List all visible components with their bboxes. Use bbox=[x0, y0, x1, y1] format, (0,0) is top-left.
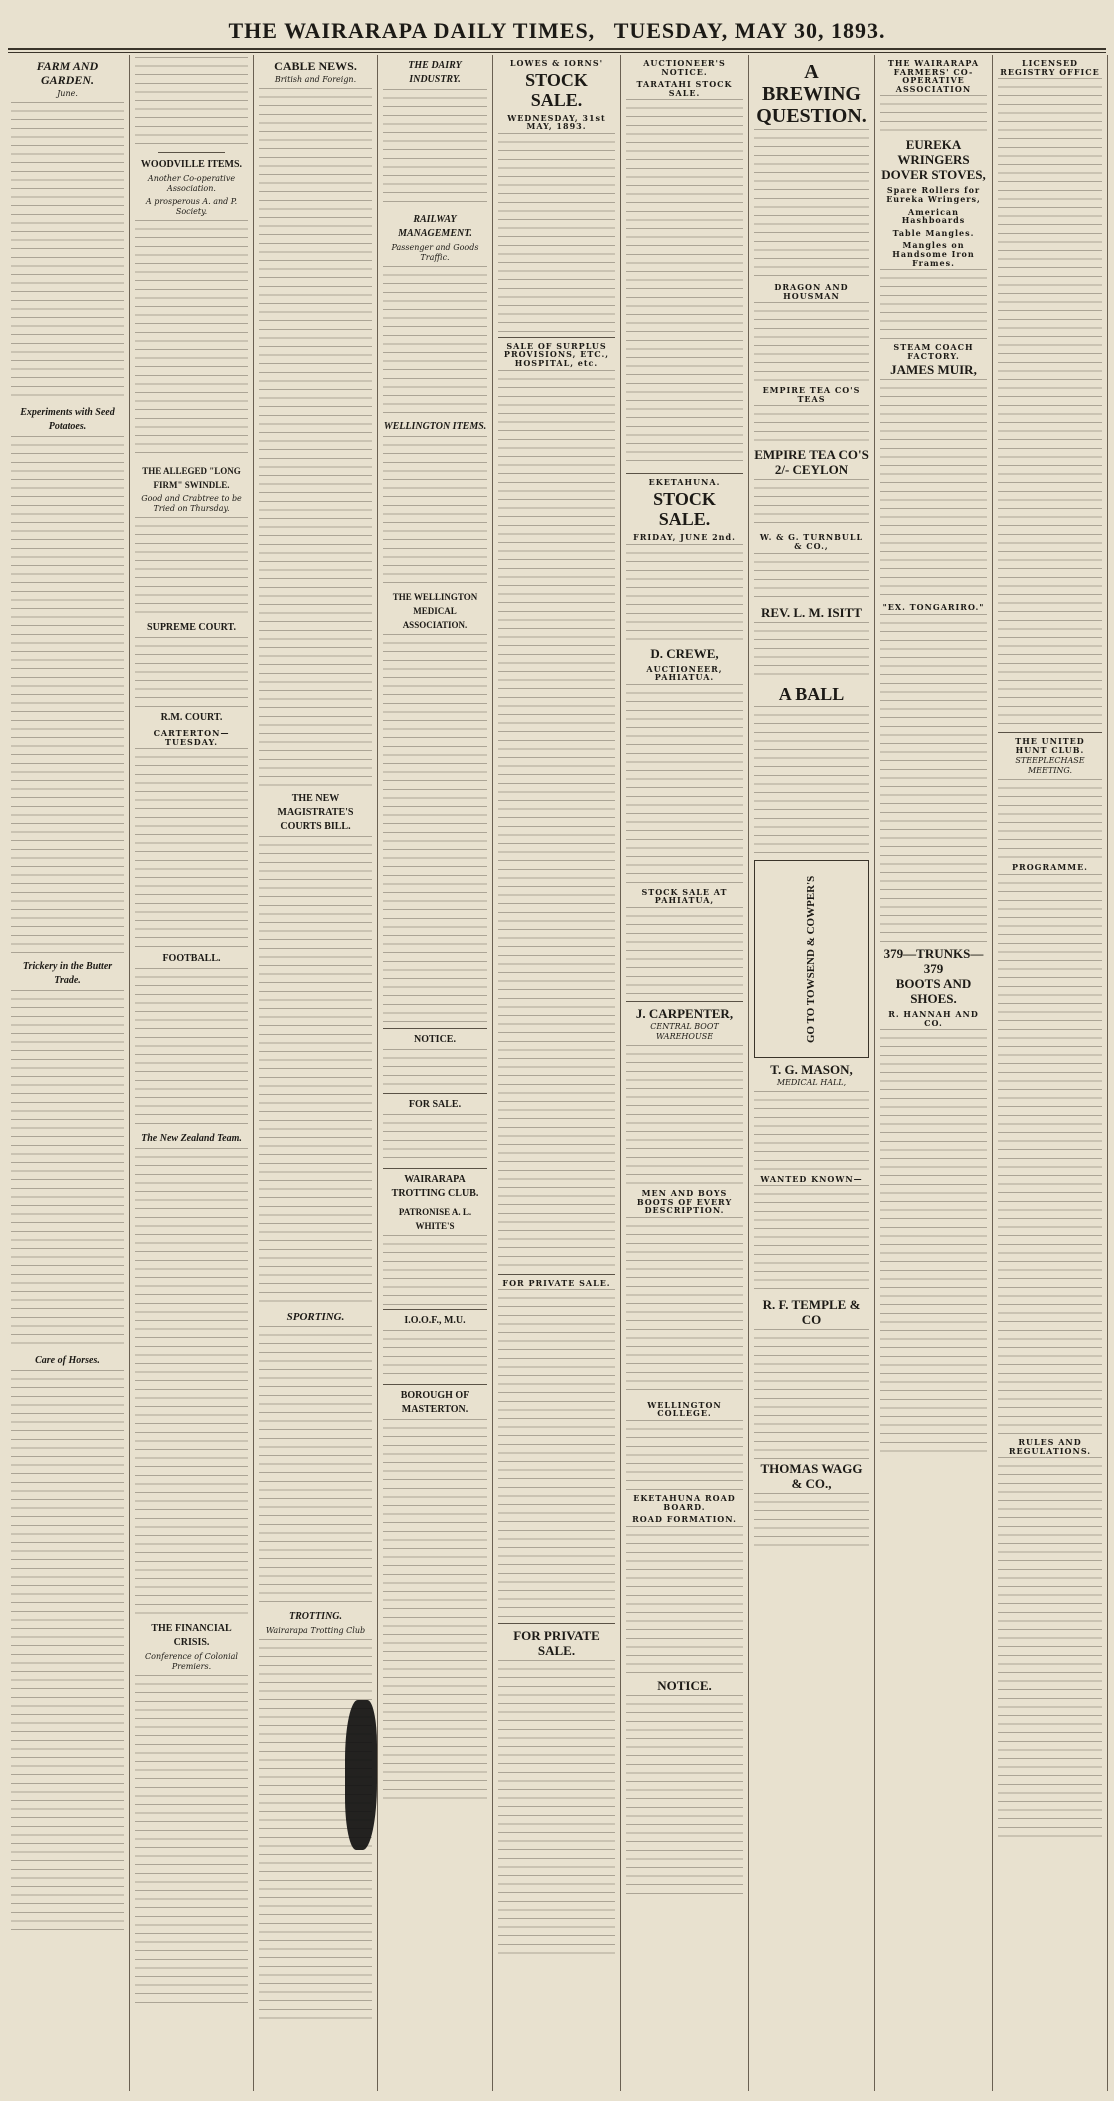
heading-supreme-court: SUPREME COURT. bbox=[147, 622, 236, 633]
heading-notice: NOTICE. bbox=[414, 1034, 456, 1045]
heading-trunks: 379—TRUNKS—379 bbox=[883, 945, 984, 976]
heading-boots-shoes: BOOTS AND SHOES. bbox=[895, 975, 972, 1006]
heading-oddfellows: I.O.O.F., M.U. bbox=[404, 1315, 466, 1326]
advertisement-text bbox=[754, 622, 869, 682]
heading-stock-sale-2: STOCK SALE. bbox=[653, 488, 716, 529]
heading-eureka: EUREKA WRINGERS bbox=[897, 137, 970, 168]
heading-james-muir: JAMES MUIR, bbox=[890, 362, 977, 378]
advertisement-text bbox=[880, 614, 987, 944]
masthead-title bbox=[223, 0, 892, 44]
heading-wellington-college: WELLINGTON COLLEGE. bbox=[647, 1399, 722, 1419]
masthead-rule bbox=[8, 48, 1106, 50]
divider bbox=[998, 732, 1102, 733]
heading-dover: DOVER STOVES, bbox=[881, 167, 986, 183]
heading-tongariro: "EX. TONGARIRO." bbox=[882, 602, 985, 613]
heading-taratahi: TARATAHI STOCK SALE. bbox=[636, 79, 733, 98]
heading-hannah: R. HANNAH AND CO. bbox=[888, 1008, 979, 1028]
article-text bbox=[383, 1114, 487, 1164]
divider bbox=[383, 1028, 487, 1029]
divider bbox=[626, 473, 743, 474]
advertisement-text bbox=[998, 1457, 1102, 1837]
masthead bbox=[0, 0, 1114, 52]
subheading-traffic: Passenger and Goods Traffic. bbox=[391, 243, 479, 262]
advertisement-text bbox=[880, 1029, 987, 1459]
divider bbox=[626, 1001, 743, 1002]
column-2 bbox=[130, 55, 254, 2091]
article-text bbox=[259, 88, 372, 788]
advertisement-text bbox=[754, 129, 869, 279]
advertisement-text bbox=[880, 269, 987, 339]
paper-date: TUESDAY, MAY 30, 1893. bbox=[613, 18, 886, 43]
heading-long-firm: THE ALLEGED "LONG FIRM" SWINDLE. bbox=[142, 466, 241, 490]
advertisement-text bbox=[754, 405, 869, 445]
heading-mangles: Table Mangles. bbox=[892, 227, 975, 238]
heading-road-board: EKETAHUNA ROAD BOARD. bbox=[633, 1492, 736, 1512]
article-text bbox=[11, 1370, 124, 1930]
heading-railway: RAILWAY MANAGEMENT. bbox=[398, 214, 472, 239]
subheading-june: June. bbox=[57, 89, 78, 98]
article-text bbox=[259, 836, 372, 1306]
divider bbox=[498, 1623, 615, 1624]
heading-farmers-coop: THE WAIRARAPA FARMERS' CO-OPERATIVE ASSOCIATION bbox=[887, 58, 980, 94]
advertisement-text bbox=[998, 779, 1102, 859]
heading-pahiatua-sale: STOCK SALE AT PAHIATUA, bbox=[641, 886, 728, 906]
heading-isitt: REV. L. M. ISITT bbox=[761, 604, 862, 620]
advertisement-text bbox=[754, 553, 869, 603]
advertisement-text bbox=[626, 1045, 743, 1185]
heading-private-sale-2: FOR PRIVATE SALE. bbox=[513, 1628, 600, 1659]
advertisement-text bbox=[498, 370, 615, 1270]
heading-carpenter: J. CARPENTER, bbox=[635, 1005, 734, 1021]
advertisement-text bbox=[626, 1217, 743, 1397]
heading-woodville: WOODVILLE ITEMS. bbox=[140, 159, 243, 170]
article-text bbox=[11, 436, 124, 956]
article-text bbox=[135, 1148, 248, 1618]
heading-care-horses: Care of Horses. bbox=[35, 1355, 100, 1366]
heading-cable-news: CABLE NEWS. bbox=[274, 59, 357, 73]
heading-brewing-question: A BREWING QUESTION. bbox=[756, 61, 867, 127]
heading-stock-sale: STOCK SALE. bbox=[525, 69, 588, 110]
advertisement-text bbox=[626, 1695, 743, 1895]
subheading-steeplechase: STEEPLECHASE MEETING. bbox=[1015, 756, 1085, 776]
heading-rm-court: R.M. COURT. bbox=[160, 712, 223, 723]
heading-spare-rollers: Spare Rollers for Eureka Wringers, bbox=[886, 185, 981, 204]
heading-programme: PROGRAMME. bbox=[1012, 862, 1088, 873]
paper-name: THE WAIRARAPA DAILY TIMES, bbox=[228, 18, 596, 43]
article-text bbox=[11, 990, 124, 1350]
heading-private-sale: FOR PRIVATE SALE. bbox=[502, 1277, 611, 1288]
heading-ball: A BALL bbox=[778, 683, 845, 704]
heading-lowes-iorns: LOWES & IORNS' bbox=[509, 58, 604, 68]
article-text bbox=[383, 1235, 487, 1305]
column-4 bbox=[378, 55, 493, 2091]
article-text bbox=[383, 1419, 487, 1799]
heading-medical-assoc: THE WELLINGTON MEDICAL ASSOCIATION. bbox=[392, 592, 478, 630]
advertisement-text bbox=[498, 1289, 615, 1619]
article-text bbox=[383, 89, 487, 209]
heading-wagg: THOMAS WAGG & CO., bbox=[760, 1461, 863, 1492]
heading-seed-potatoes: Experiments with Seed Potatoes. bbox=[20, 407, 115, 432]
heading-steam-coach: STEAM COACH FACTORY. bbox=[893, 342, 974, 361]
article-text bbox=[383, 1330, 487, 1380]
advertisement-text bbox=[498, 133, 615, 333]
article-text bbox=[383, 436, 487, 586]
heading-notice: NOTICE. bbox=[657, 1677, 712, 1693]
subheading-british-foreign: British and Foreign. bbox=[274, 75, 357, 84]
ink-blot bbox=[345, 1700, 377, 1850]
heading-football: FOOTBALL. bbox=[162, 953, 221, 965]
heading-men-boys: MEN AND BOYS BOOTS OF EVERY DESCRIPTION. bbox=[636, 1187, 733, 1216]
heading-hunt-club: THE UNITED HUNT CLUB. bbox=[1015, 736, 1085, 755]
column-7 bbox=[749, 55, 875, 2091]
article-text bbox=[135, 1675, 248, 2005]
advertisement-text bbox=[626, 1420, 743, 1490]
advertisement-text bbox=[754, 1091, 869, 1171]
article-text bbox=[135, 637, 248, 707]
heading-empire-teas: EMPIRE TEA CO'S TEAS bbox=[762, 385, 861, 404]
heading-magistrates-bill: THE NEW MAGISTRATE'S COURTS BILL. bbox=[277, 793, 354, 832]
heading-crewe: D. CREWE, bbox=[650, 645, 719, 661]
heading-eketahuna: EKETAHUNA. bbox=[648, 477, 721, 488]
heading-mason: T. G. MASON, bbox=[770, 1061, 853, 1077]
article-text bbox=[135, 57, 248, 147]
article-text bbox=[383, 1049, 487, 1089]
advertisement-text bbox=[626, 544, 743, 644]
advertisement-text bbox=[626, 684, 743, 884]
advertisement-text bbox=[754, 1185, 869, 1295]
subheading-carterton: CARTERTON—TUESDAY. bbox=[153, 728, 230, 747]
article-text bbox=[135, 220, 248, 460]
masthead-rule-thin bbox=[8, 52, 1106, 53]
towsend-cowper-vertical: GO TO TOWSEND & COWPER'S bbox=[805, 874, 818, 1043]
article-text bbox=[11, 102, 124, 402]
subheading-date: WEDNESDAY, 31st MAY, 1893. bbox=[507, 112, 606, 132]
subheading-medical-hall: MEDICAL HALL, bbox=[776, 1077, 847, 1087]
article-text bbox=[135, 748, 248, 948]
advertisement-text bbox=[754, 1493, 869, 1553]
column-8 bbox=[875, 55, 993, 2091]
heading-temple: R. F. TEMPLE & CO bbox=[762, 1297, 861, 1328]
heading-sporting: SPORTING. bbox=[286, 1311, 345, 1323]
column-5 bbox=[493, 55, 621, 2091]
subheading-premiers: Conference of Colonial Premiers. bbox=[145, 1652, 238, 1672]
article-text bbox=[383, 266, 487, 416]
heading-dairy: THE DAIRY INDUSTRY. bbox=[408, 60, 462, 85]
advertisement-text bbox=[754, 706, 869, 856]
column-6 bbox=[621, 55, 749, 2091]
heading-wellington: WELLINGTON ITEMS. bbox=[383, 421, 487, 432]
divider bbox=[383, 1168, 487, 1169]
towsend-cowper-ad bbox=[754, 860, 869, 1058]
article-text bbox=[135, 968, 248, 1128]
heading-financial-crisis: THE FINANCIAL CRISIS. bbox=[151, 1623, 232, 1649]
subheading-cooperative: Another Co-operative Association. bbox=[147, 174, 236, 193]
divider bbox=[383, 1384, 487, 1385]
subheading-auctioneer: AUCTIONEER, PAHIATUA. bbox=[646, 663, 723, 683]
article-text bbox=[259, 1326, 372, 1606]
subheading-crabtree: Good and Crabtree to be Tried on Thursday. bbox=[141, 494, 242, 513]
subheading-society: A prosperous A. and P. Society. bbox=[145, 197, 238, 216]
heading-trotting: TROTTING. bbox=[288, 1611, 343, 1622]
divider bbox=[383, 1093, 487, 1094]
heading-borough: BOROUGH OF MASTERTON. bbox=[400, 1390, 470, 1415]
heading-road-formation: ROAD FORMATION. bbox=[632, 1514, 737, 1525]
heading-al-white: PATRONISE A. L. WHITE'S bbox=[398, 1207, 472, 1231]
subheading-june: FRIDAY, JUNE 2nd. bbox=[633, 531, 736, 542]
divider bbox=[383, 1309, 487, 1310]
article-text bbox=[383, 634, 487, 1024]
advertisement-text bbox=[754, 302, 869, 382]
heading-dragon-housman: DRAGON AND HOUSMAN bbox=[774, 282, 849, 301]
heading-rules: RULES AND REGULATIONS. bbox=[1008, 1436, 1092, 1456]
heading-surplus-provisions: SALE OF SURPLUS PROVISIONS, ETC., HOSPITAL, etc. bbox=[503, 340, 610, 368]
advertisement-text bbox=[998, 78, 1102, 728]
advertisement-text bbox=[998, 874, 1102, 1434]
advertisement-text bbox=[626, 907, 743, 997]
advertisement-text bbox=[626, 99, 743, 469]
heading-registry: LICENSED REGISTRY OFFICE bbox=[1000, 58, 1100, 77]
heading-trotting-club: WAIRARAPA TROTTING CLUB. bbox=[391, 1174, 479, 1199]
divider bbox=[498, 337, 615, 338]
heading-auctioneer: AUCTIONEER'S NOTICE. bbox=[643, 58, 726, 77]
divider bbox=[158, 152, 226, 153]
divider bbox=[498, 1274, 615, 1275]
subheading-boot-warehouse: CENTRAL BOOT WAREHOUSE bbox=[650, 1021, 719, 1041]
heading-hashboards: American Hashboards bbox=[901, 206, 966, 226]
column-9 bbox=[993, 55, 1108, 2091]
advertisement-text bbox=[754, 1329, 869, 1459]
heading-butter-trade: Trickery in the Butter Trade. bbox=[22, 961, 113, 986]
heading-turnbull: W. & G. TURNBULL & CO., bbox=[759, 532, 864, 551]
subheading-trotting-club: Wairarapa Trotting Club bbox=[265, 1626, 366, 1635]
subheading-ceylon: 2/- CEYLON bbox=[774, 462, 849, 478]
article-text bbox=[135, 517, 248, 617]
advertisement-text bbox=[626, 1526, 743, 1676]
heading-iron-frames: Mangles on Handsome Iron Frames. bbox=[892, 240, 975, 268]
heading-for-sale: FOR SALE. bbox=[408, 1099, 462, 1110]
heading-wanted-known: WANTED KNOWN— bbox=[760, 1173, 863, 1184]
heading-farm-garden: FARM AND GARDEN. bbox=[36, 59, 99, 87]
heading-nz-team: The New Zealand Team. bbox=[141, 1133, 242, 1145]
heading-empire-tea: EMPIRE TEA CO'S bbox=[754, 447, 869, 463]
advertisement-text bbox=[880, 379, 987, 599]
advertisement-text bbox=[880, 95, 987, 135]
advertisement-text bbox=[754, 479, 869, 529]
advertisement-text bbox=[498, 1660, 615, 1960]
column-1 bbox=[6, 55, 130, 2091]
